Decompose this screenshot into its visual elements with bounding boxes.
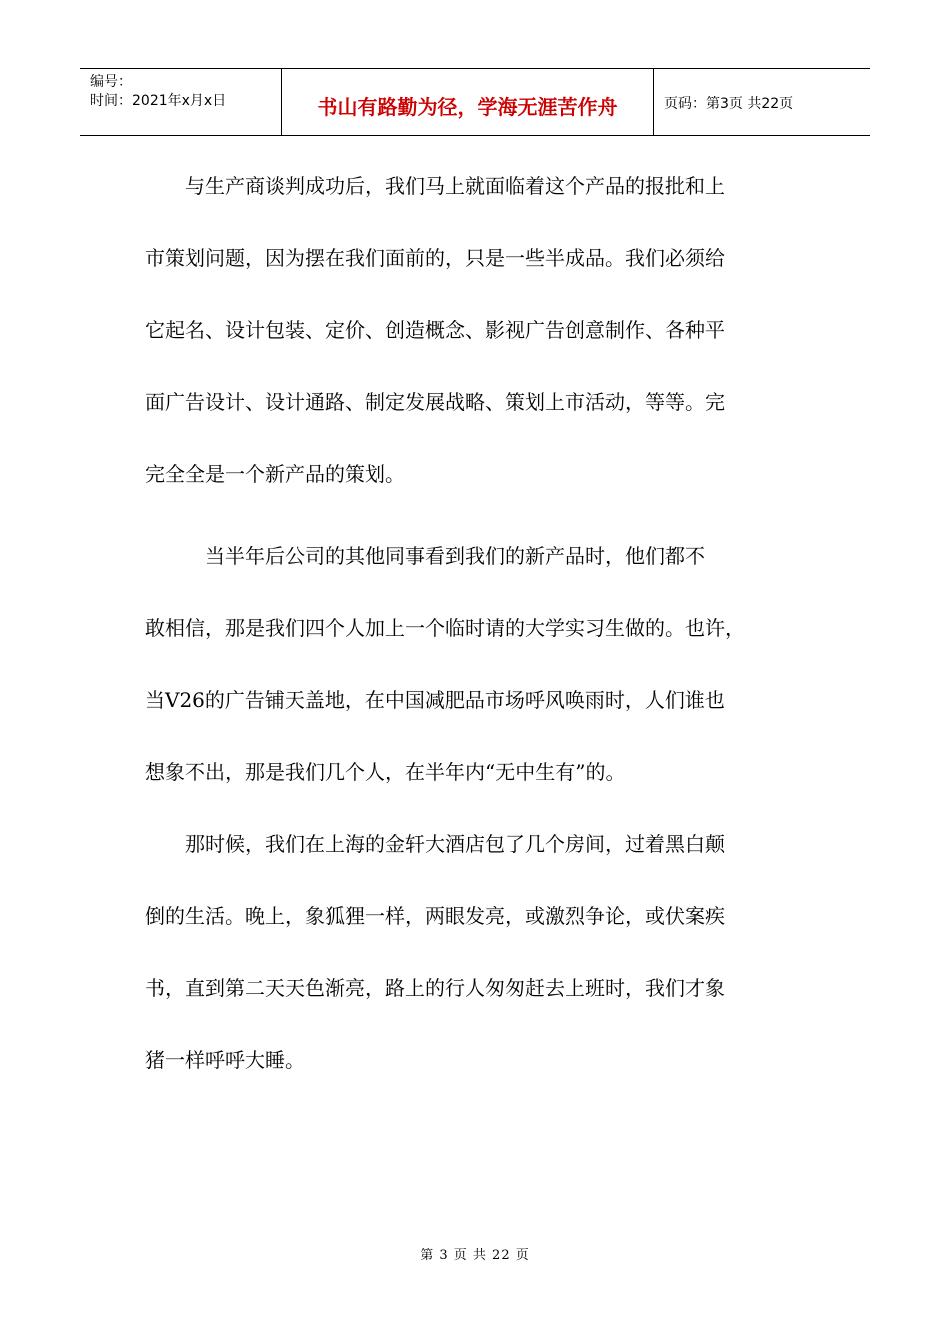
time-label: 时间：2021年x月x日: [90, 93, 227, 109]
motto-text: 书山有路勤为径，学海无涯苦作舟: [317, 94, 618, 119]
paragraph-line: 市策划问题，因为摆在我们面前的，只是一些半成品。我们必须给: [145, 246, 725, 270]
paragraph-line: 当V26的广告铺天盖地，在中国减肥品市场呼风唤雨时，人们谁也: [145, 688, 725, 712]
page-info: 页码：第3页 共22页: [664, 96, 794, 112]
header-page-cell: [654, 69, 870, 135]
paragraph-line: 完全全是一个新产品的策划。: [145, 462, 405, 486]
paragraph-line: 猪一样呼呼大睡。: [145, 1048, 305, 1072]
paragraph-line: 面广告设计、设计通路、制定发展战略、策划上市活动，等等。完: [145, 390, 725, 414]
document-body: [145, 150, 805, 1096]
paragraph-line: 倒的生活。晚上，象狐狸一样，两眼发亮，或激烈争论，或伏案疾: [145, 904, 725, 928]
paragraph-line: 当半年后公司的其他同事看到我们的新产品时，他们都不: [145, 544, 705, 568]
footer-page-number: 第 3 页 共 22 页: [420, 1248, 530, 1263]
paragraph-gap: [145, 510, 805, 520]
paragraph-line: 与生产商谈判成功后，我们马上就面临着这个产品的报批和上: [145, 174, 725, 198]
number-label: 编号：: [90, 74, 132, 90]
paragraph-line: 书，直到第二天天色渐亮，路上的行人匆匆赶去上班时，我们才象: [145, 976, 725, 1000]
header-meta: [80, 69, 282, 135]
page-footer: [0, 1244, 950, 1263]
header-motto-cell: [282, 69, 654, 135]
paragraph-line: 敢相信，那是我们四个人加上一个临时请的大学实习生做的。也许，: [145, 616, 745, 640]
paragraph-line: 那时候，我们在上海的金轩大酒店包了几个房间，过着黑白颠: [145, 832, 725, 856]
paragraph-line: 想象不出，那是我们几个人，在半年内“无中生有”的。: [145, 760, 626, 784]
page-header: [80, 68, 870, 136]
paragraph-line: 它起名、设计包装、定价、创造概念、影视广告创意制作、各种平: [145, 318, 725, 342]
